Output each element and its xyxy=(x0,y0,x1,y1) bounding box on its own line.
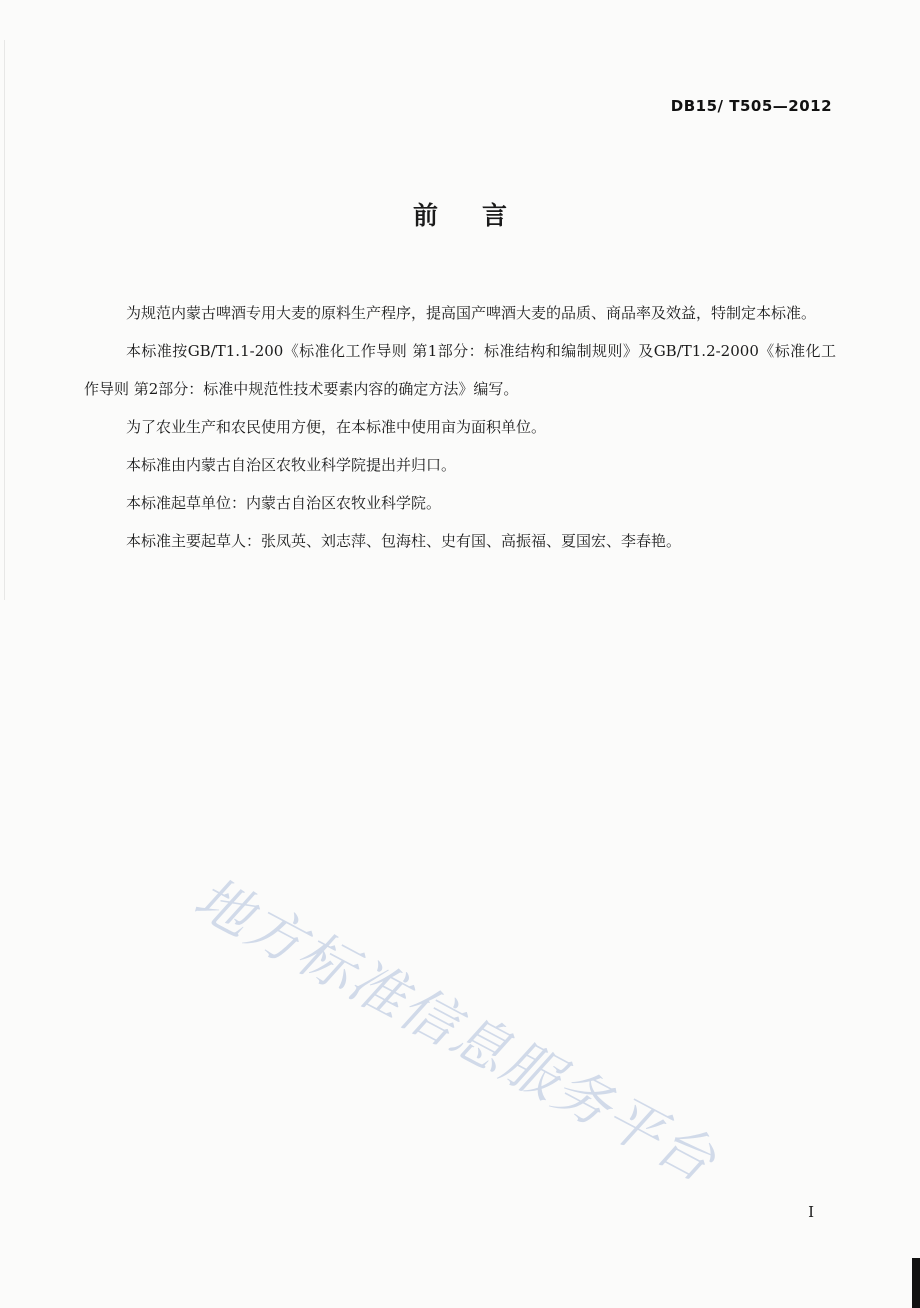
paragraph: 本标准主要起草人：张凤英、刘志萍、包海柱、史有国、高振福、夏国宏、李春艳。 xyxy=(126,532,682,550)
document-code: DB15/ T505—2012 xyxy=(670,97,832,115)
page-number: I xyxy=(808,1203,814,1221)
scan-mark xyxy=(912,1258,920,1308)
page-title: 前言 xyxy=(412,201,551,230)
paragraph: 本标准按GB/T1.1-200《标准化工作导则 第1部分：标准结构和编制规则》及GB/T1.2-2000《标准化工作导则 第2部分：标准中规范性技术要素内容的确定方法》编写。 xyxy=(84,342,836,398)
scan-edge-line xyxy=(4,40,5,600)
preface-body xyxy=(84,294,836,560)
paragraph: 为了农业生产和农民使用方便，在本标准中使用亩为面积单位。 xyxy=(126,418,547,436)
paragraph: 为规范内蒙古啤酒专用大麦的原料生产程序，提高国产啤酒大麦的品质、商品率及效益，特制定本标准。 xyxy=(126,304,817,322)
paragraph: 本标准起草单位：内蒙古自治区农牧业科学院。 xyxy=(126,494,442,512)
watermark: 地方标准信息服务平台 xyxy=(183,865,727,1196)
paragraph: 本标准由内蒙古自治区农牧业科学院提出并归口。 xyxy=(126,456,457,474)
